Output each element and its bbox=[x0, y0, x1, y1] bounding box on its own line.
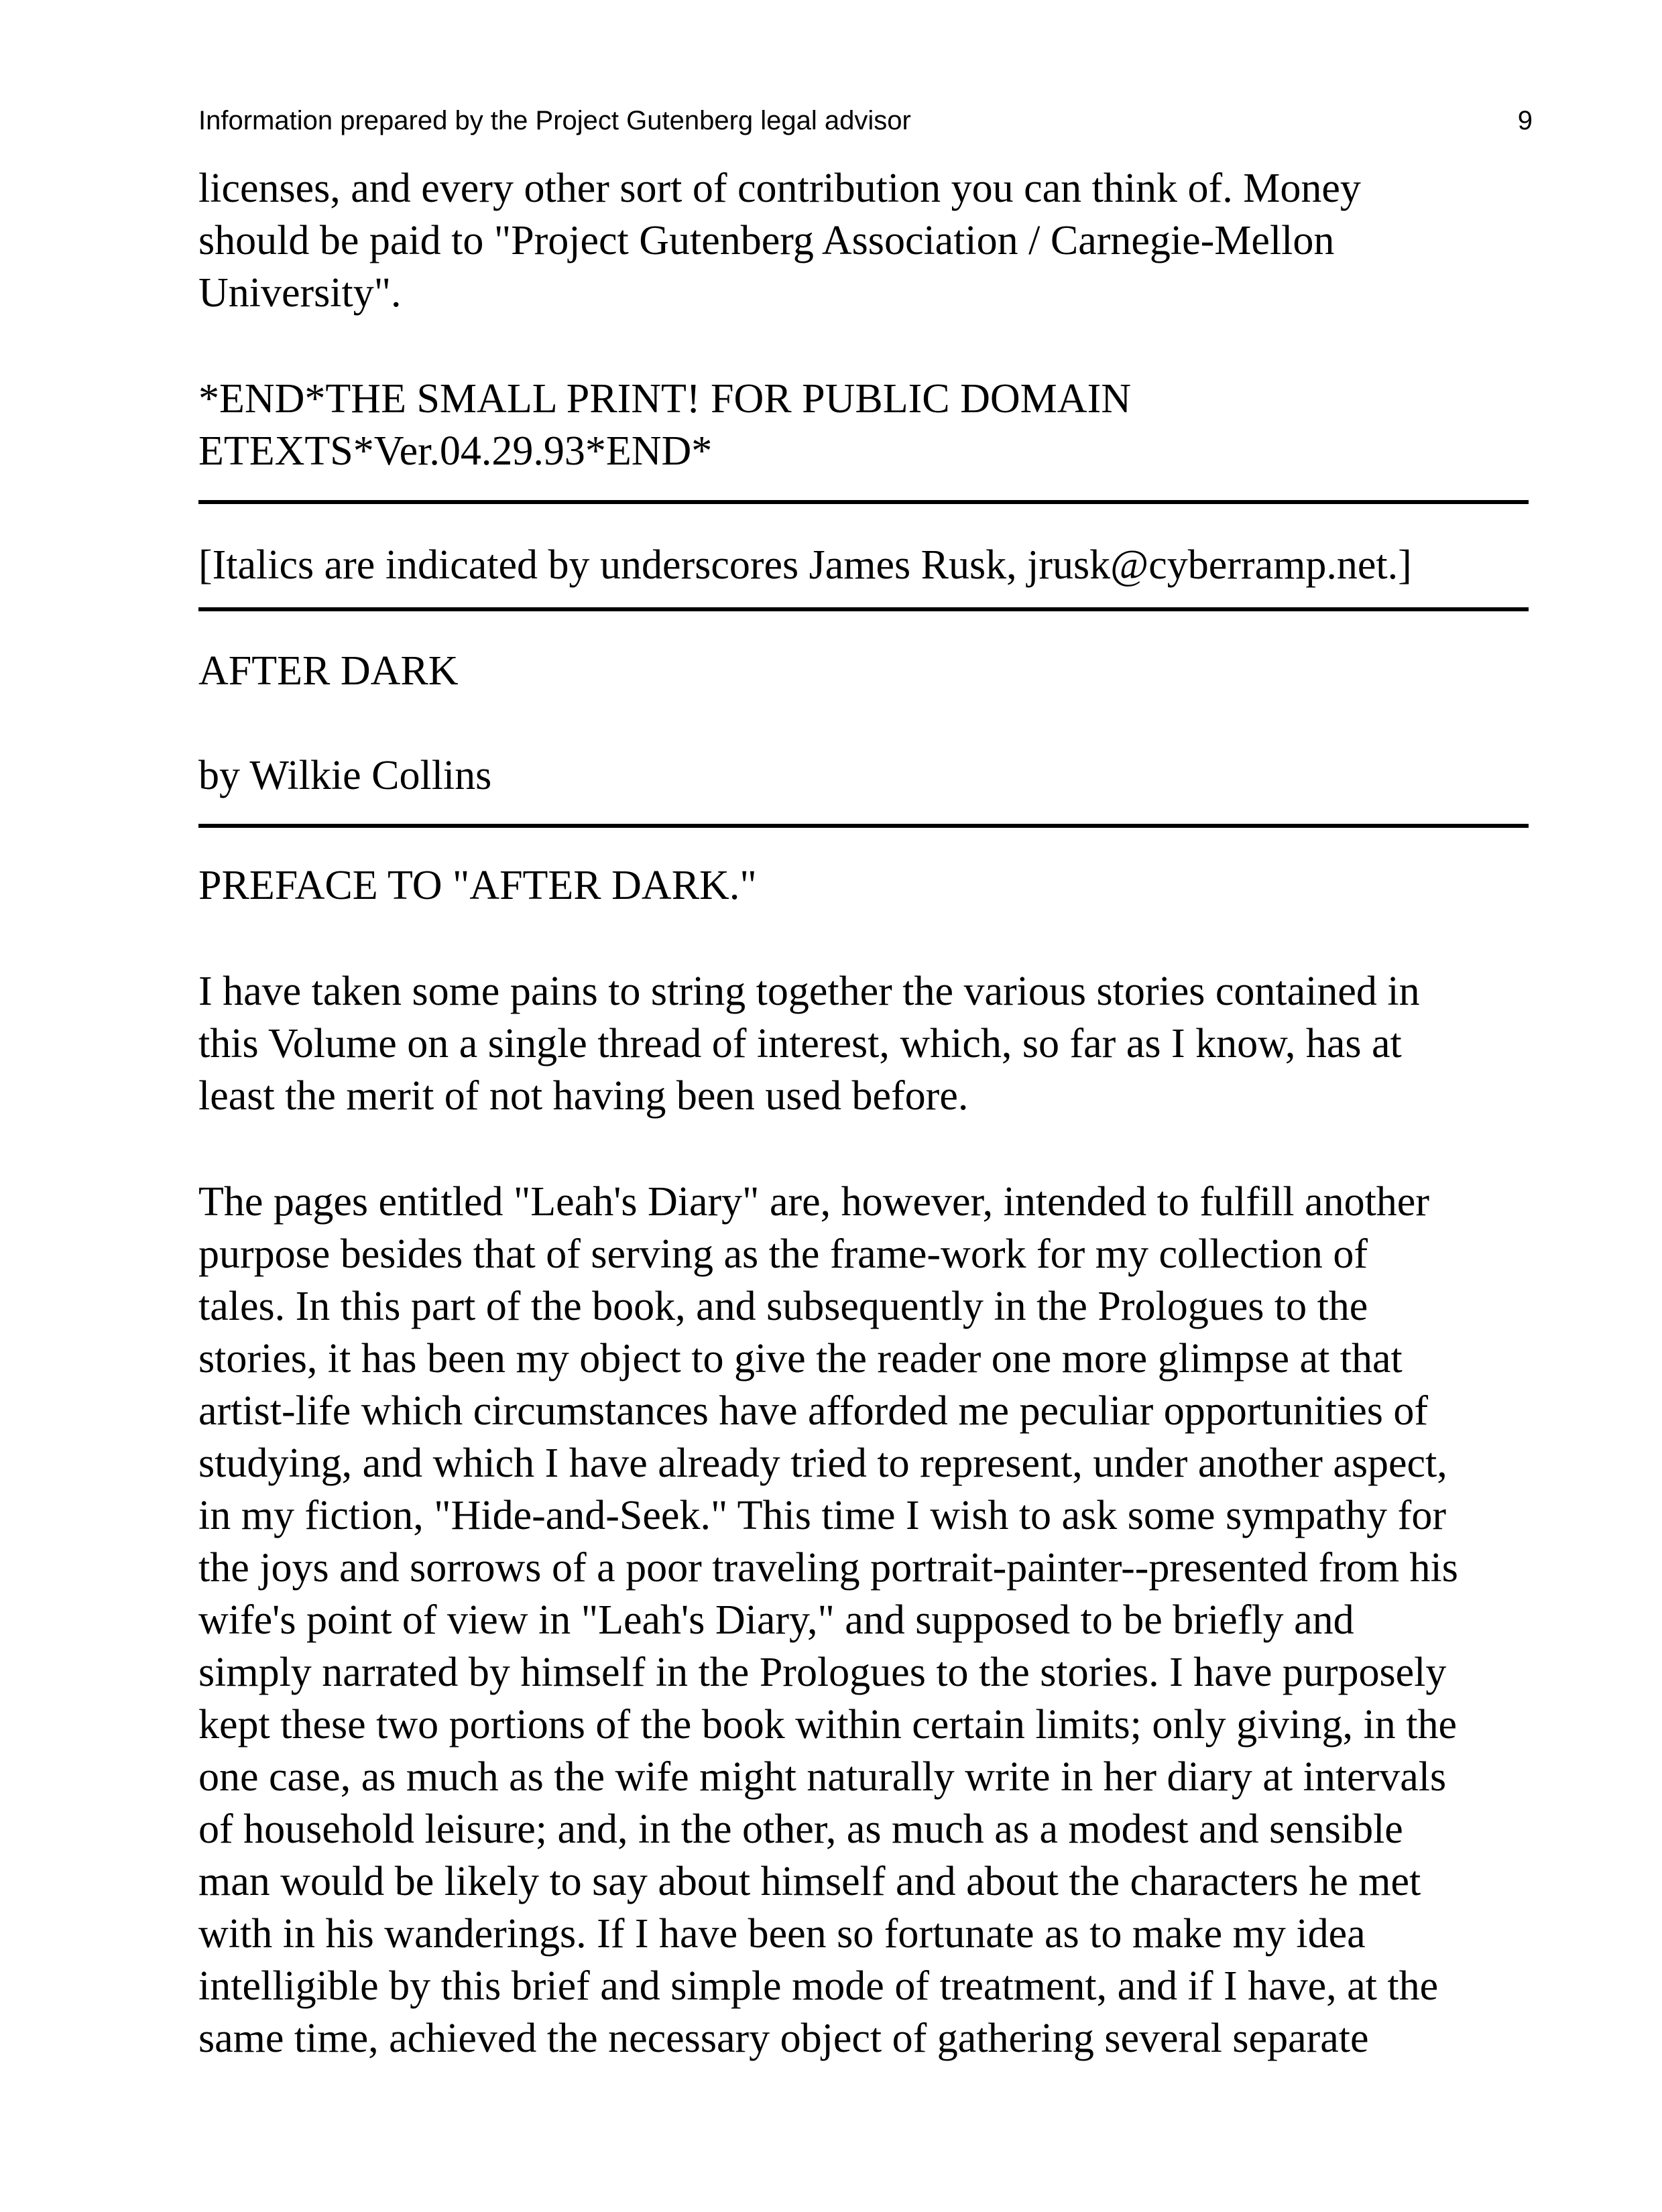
text-line: this Volume on a single thread of interest, which, so far as I know, has at bbox=[198, 1021, 1402, 1066]
horizontal-rule bbox=[198, 607, 1529, 611]
text-line: artist-life which circumstances have afforded me peculiar opportunities of bbox=[198, 1388, 1429, 1434]
text-line: kept these two portions of the book within certain limits; only giving, in the bbox=[198, 1702, 1457, 1747]
text-line: tales. In this part of the book, and subsequently in the Prologues to the bbox=[198, 1284, 1368, 1329]
text-line: University". bbox=[198, 270, 402, 316]
end-marker bbox=[198, 373, 1533, 477]
preface-heading bbox=[198, 859, 1533, 912]
text-line: same time, achieved the necessary object of gathering several separate bbox=[198, 2016, 1369, 2061]
byline bbox=[198, 749, 1533, 802]
paragraph-1 bbox=[198, 965, 1533, 1122]
text-line: purpose besides that of serving as the frame-work for my collection of bbox=[198, 1231, 1368, 1277]
text-line: of household leisure; and, in the other, as much as a modest and sensible bbox=[198, 1806, 1403, 1852]
text-line: AFTER DARK bbox=[198, 648, 459, 694]
text-line: the joys and sorrows of a poor traveling portrait-painter--presented from his bbox=[198, 1545, 1458, 1591]
text-line: ETEXTS*Ver.04.29.93*END* bbox=[198, 428, 713, 474]
text-line: [Italics are indicated by underscores James Rusk, jrusk@cyberramp.net.] bbox=[198, 542, 1412, 588]
text-line: *END*THE SMALL PRINT! FOR PUBLIC DOMAIN bbox=[198, 376, 1132, 422]
text-line: by Wilkie Collins bbox=[198, 753, 492, 798]
text-line: wife's point of view in "Leah's Diary," and supposed to be briefly and bbox=[198, 1597, 1354, 1643]
text-line: man would be likely to say about himself and about the characters he met bbox=[198, 1859, 1421, 1904]
text-line: one case, as much as the wife might naturally write in her diary at intervals bbox=[198, 1754, 1447, 1800]
text-line: least the merit of not having been used before. bbox=[198, 1073, 969, 1119]
transcriber-note bbox=[198, 539, 1533, 591]
text-line: studying, and which I have already tried to represent, under another aspect, bbox=[198, 1440, 1447, 1486]
horizontal-rule bbox=[198, 500, 1529, 504]
text-line: intelligible by this brief and simple mode of treatment, and if I have, at the bbox=[198, 1963, 1439, 2009]
text-line: PREFACE TO "AFTER DARK." bbox=[198, 863, 757, 908]
text-line: stories, it has been my object to give the reader one more glimpse at that bbox=[198, 1336, 1403, 1381]
page-number: 9 bbox=[1517, 106, 1533, 135]
running-head-title: Information prepared by the Project Gutenberg legal advisor bbox=[198, 106, 911, 135]
text-line: I have taken some pains to string together the various stories contained in bbox=[198, 969, 1420, 1014]
horizontal-rule bbox=[198, 824, 1529, 828]
continuation-paragraph bbox=[198, 162, 1533, 319]
book-title bbox=[198, 645, 1533, 697]
text-line: licenses, and every other sort of contribution you can think of. Money bbox=[198, 166, 1361, 211]
text-line: The pages entitled "Leah's Diary" are, however, intended to fulfill another bbox=[198, 1179, 1429, 1225]
running-head bbox=[198, 101, 1533, 141]
text-line: should be paid to "Project Gutenberg Association / Carnegie-Mellon bbox=[198, 218, 1335, 263]
text-line: simply narrated by himself in the Prologues to the stories. I have purposely bbox=[198, 1650, 1447, 1695]
text-line: in my fiction, "Hide-and-Seek." This time I wish to ask some sympathy for bbox=[198, 1493, 1446, 1538]
text-line: with in his wanderings. If I have been so fortunate as to make my idea bbox=[198, 1911, 1366, 1957]
paragraph-2 bbox=[198, 1176, 1533, 2065]
